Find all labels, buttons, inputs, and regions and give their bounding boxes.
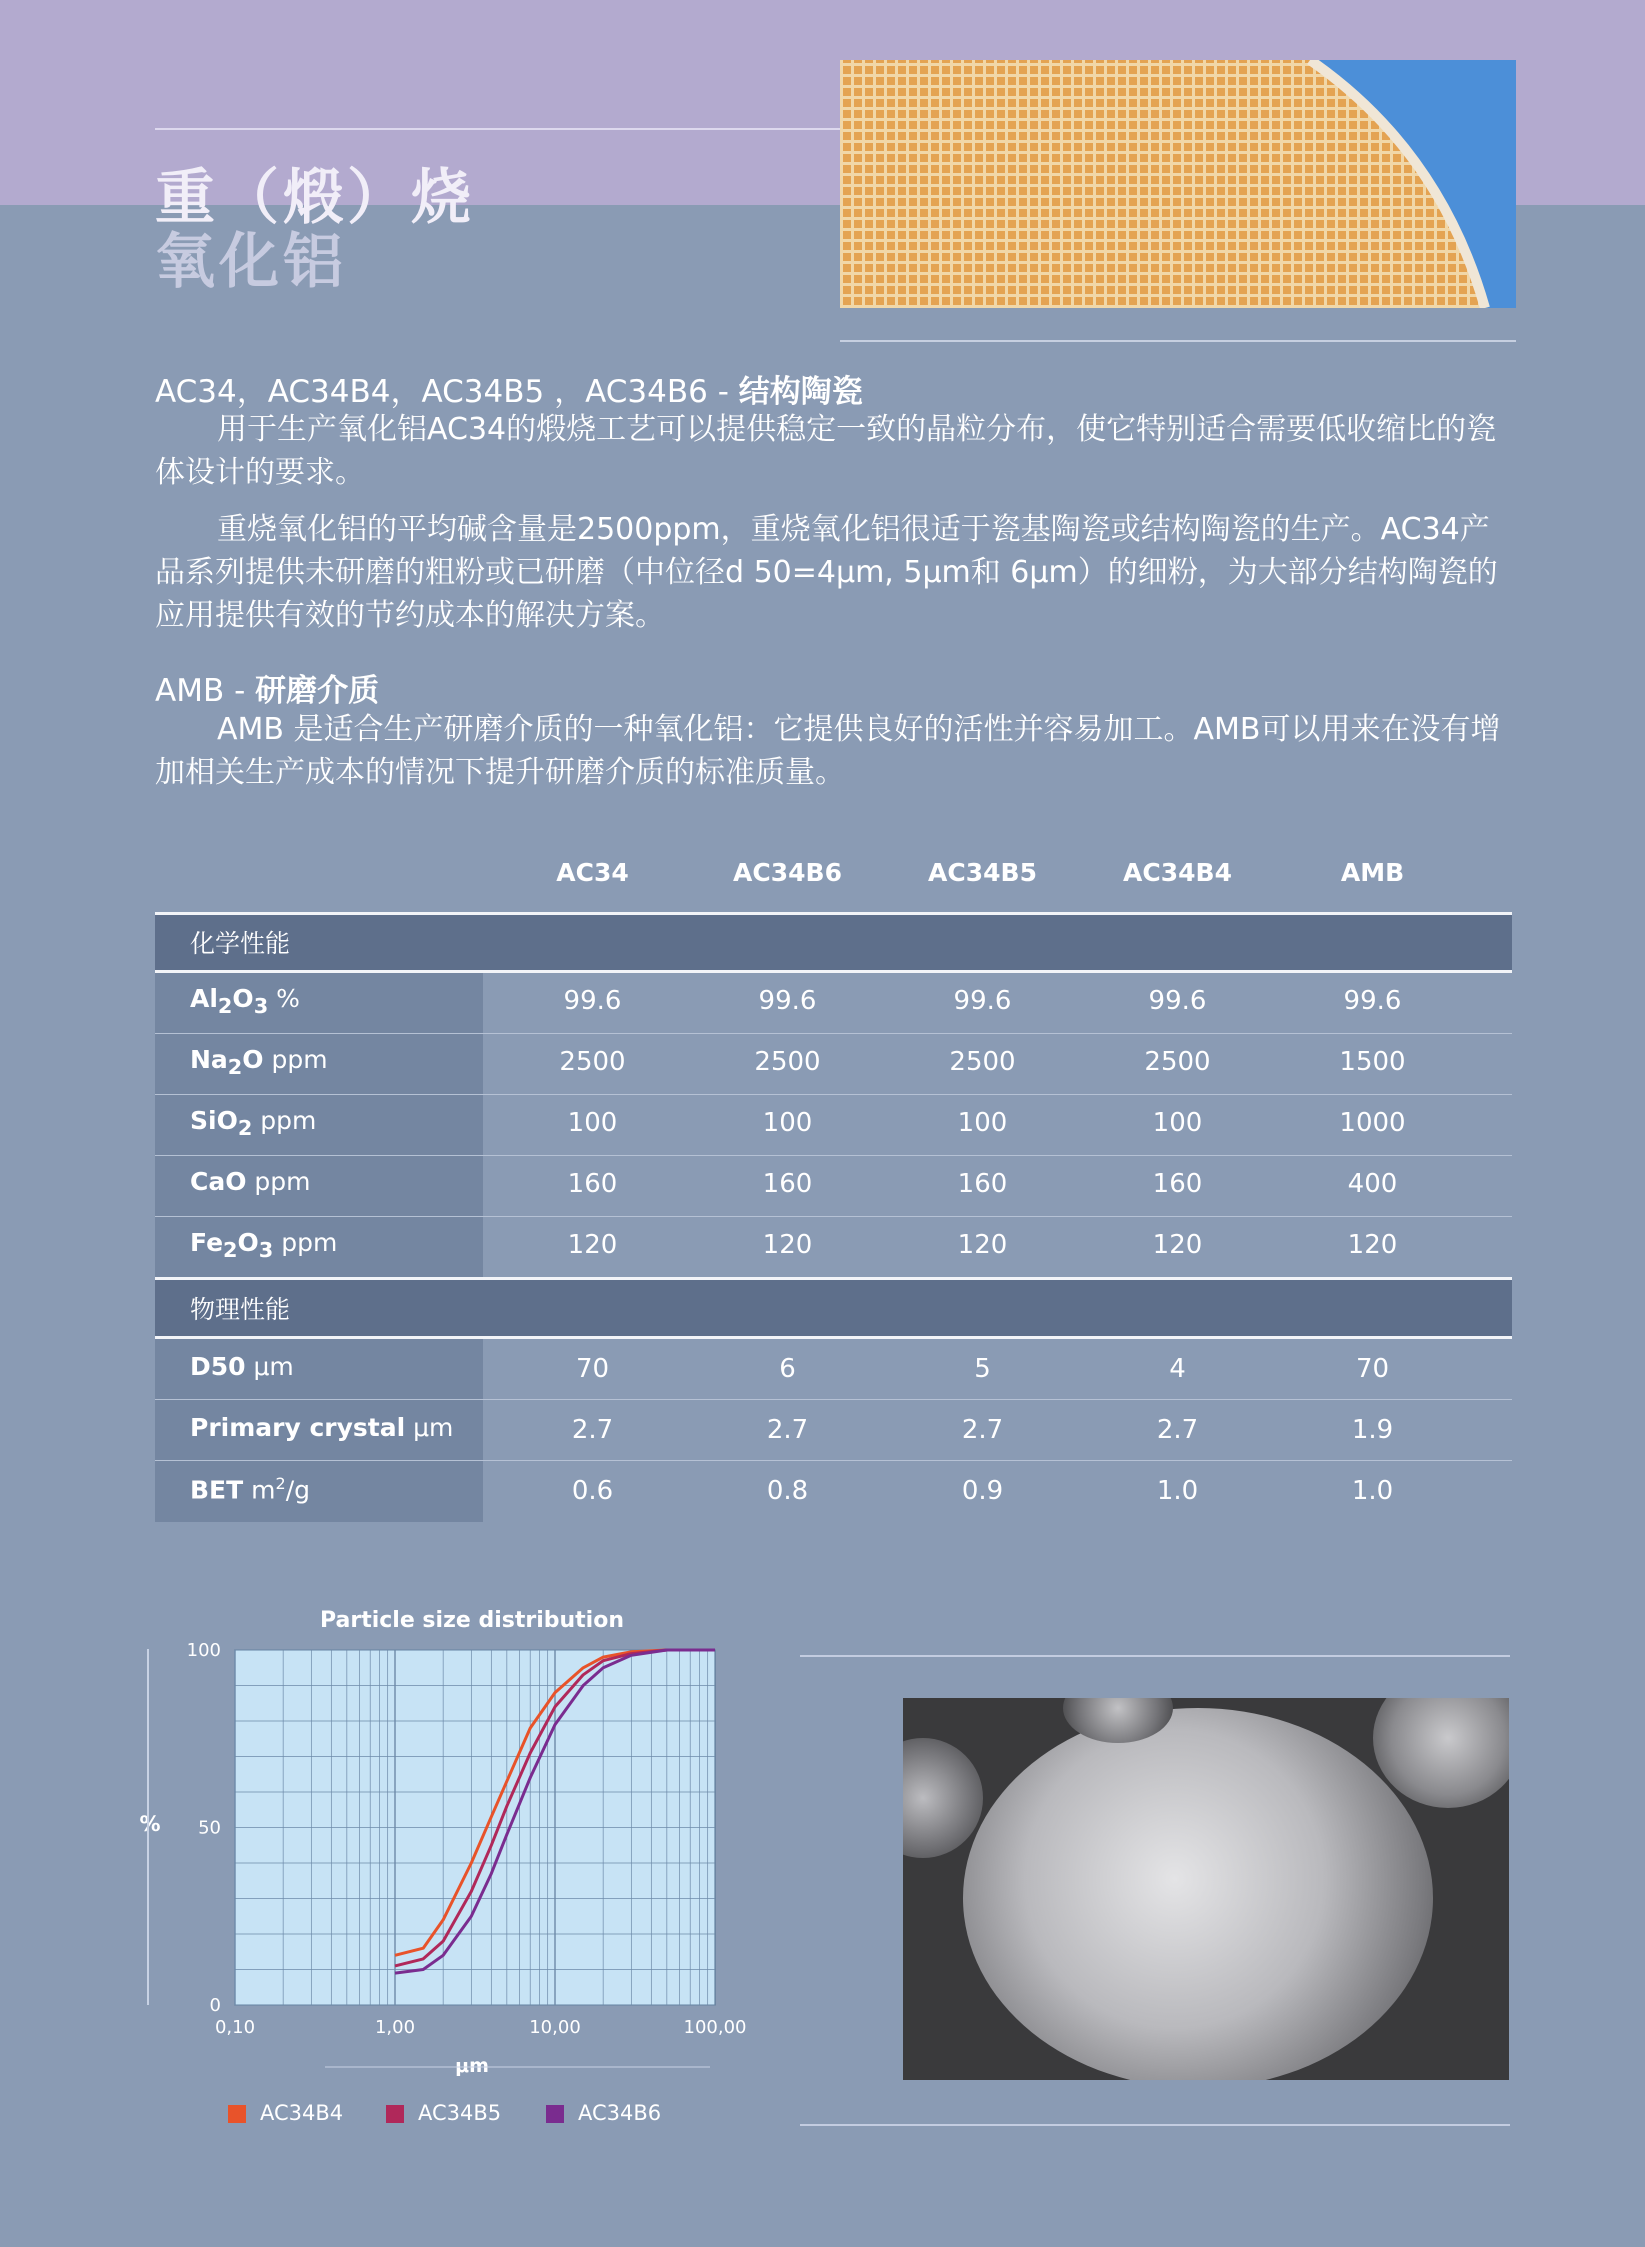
table-cell: 2.7	[766, 1415, 809, 1445]
row-divider	[155, 1460, 1512, 1461]
table-cell: 6	[779, 1354, 796, 1384]
label-unit: %	[268, 984, 300, 1013]
row-label-d50	[190, 1352, 294, 1381]
label-part: O	[242, 1045, 264, 1074]
particle-agglomerate	[963, 1708, 1433, 2080]
row-divider	[155, 1216, 1512, 1217]
sem-micrograph-image	[903, 1698, 1509, 2080]
label-part: Na	[190, 1045, 228, 1074]
x-tick-label: 0,10	[214, 2017, 256, 2038]
table-cell: 160	[1152, 1169, 1203, 1199]
label-unit: m	[243, 1475, 276, 1505]
table-cell: 99.6	[1343, 986, 1402, 1016]
row-label-bet	[190, 1474, 310, 1504]
page-title-line1: 重（煅）烧	[155, 163, 475, 233]
legend-swatch	[386, 2105, 404, 2123]
x-axis-label: μm	[455, 2055, 489, 2077]
table-cell: 1.0	[1156, 1476, 1199, 1506]
table-cell: 0.8	[766, 1476, 809, 1506]
table-cell: 5	[974, 1354, 991, 1384]
paragraph-amb	[155, 708, 1515, 794]
legend-entry	[546, 2101, 661, 2125]
label-part: Fe	[190, 1228, 224, 1257]
table-cell: 2.7	[961, 1415, 1004, 1445]
table-cell: 99.6	[1148, 986, 1207, 1016]
heading-codes: AMB -	[155, 673, 256, 709]
legend-swatch	[228, 2105, 246, 2123]
heading-tail: 研磨介质	[255, 673, 380, 709]
table-cell: 99.6	[758, 986, 817, 1016]
row-label-cao	[190, 1167, 311, 1196]
label-sub: 2	[237, 1116, 253, 1140]
section-heading-amb	[155, 665, 379, 710]
label-part: Al	[190, 984, 218, 1013]
table-cell: 100	[567, 1108, 618, 1138]
label-part: O	[237, 1228, 259, 1257]
x-tick-label: 100,00	[683, 2017, 747, 2038]
table-cell: 70	[575, 1354, 610, 1384]
table-cell: 120	[1347, 1230, 1398, 1260]
column-header: AC34B4	[1123, 858, 1232, 887]
table-cell: 160	[957, 1169, 1008, 1199]
table-cell: 120	[567, 1230, 618, 1260]
chart-title: Particle size distribution	[319, 1608, 625, 1633]
table-cell: 100	[1152, 1108, 1203, 1138]
group-label-chemical: 化学性能	[190, 929, 291, 958]
label-part: SiO	[190, 1106, 238, 1135]
table-cell: 120	[1152, 1230, 1203, 1260]
paragraph-text: 用于生产氧化铝AC34的煅烧工艺可以提供稳定一致的晶粒分布，使它特别适合需要低收缩比的瓷体设计的要求。	[155, 412, 1497, 490]
label-unit: ppm	[273, 1228, 338, 1257]
row-label-fe2o3	[190, 1228, 337, 1262]
column-header: AC34B6	[733, 858, 842, 887]
table-cell: 100	[957, 1108, 1008, 1138]
label-sub: 3	[253, 994, 269, 1018]
table-cell: 2500	[949, 1047, 1016, 1077]
group-bar-physical	[155, 1280, 1512, 1336]
row-label-primary-crystal	[190, 1413, 453, 1442]
x-tick-label: 1,00	[374, 2017, 416, 2038]
y-tick-label: 0	[209, 1995, 221, 2016]
row-divider	[155, 1033, 1512, 1034]
particle-fragment	[903, 1738, 983, 1858]
label-sup: 2	[275, 1474, 286, 1493]
row-divider	[155, 1399, 1512, 1400]
label-part: Primary crystal	[190, 1413, 406, 1442]
table-cell: 2.7	[1156, 1415, 1199, 1445]
label-unit: μm	[245, 1352, 294, 1381]
row-divider	[155, 1094, 1512, 1095]
image-divider	[840, 340, 1516, 342]
table-cell: 120	[957, 1230, 1008, 1260]
paragraph-text: 重烧氧化铝的平均碱含量是2500ppm，重烧氧化铝很适于瓷基陶瓷或结构陶瓷的生产。AC34产品系列提供未研磨的粗粉或已研磨（中位径d 50=4μm, 5μm和 6μm）的细粉，为大部分结构陶瓷的应用提供有效的节约成本的解决方案。	[155, 512, 1498, 633]
section-heading-ac34	[155, 366, 863, 411]
column-header: AC34	[556, 858, 629, 887]
legend-entry	[228, 2101, 343, 2125]
group-label-physical: 物理性能	[190, 1295, 291, 1324]
table-cell: 160	[762, 1169, 813, 1199]
column-header: AC34B5	[928, 858, 1037, 887]
label-unit: ppm	[252, 1106, 317, 1135]
image-divider	[800, 1655, 1510, 1657]
y-tick-label: 100	[186, 1640, 221, 1661]
y-tick-label: 50	[198, 1817, 221, 1839]
paragraph-ac34-2	[155, 508, 1515, 637]
table-cell: 1.0	[1351, 1476, 1394, 1506]
table-cell: 99.6	[563, 986, 622, 1016]
row-label-al2o3	[190, 984, 300, 1018]
table-cell: 2500	[1144, 1047, 1211, 1077]
label-sub: 3	[258, 1238, 274, 1262]
table-cell: 160	[567, 1169, 618, 1199]
table-cell: 0.9	[961, 1476, 1004, 1506]
heading-codes: AC34，AC34B4，AC34B5 ，AC34B6 -	[155, 374, 739, 410]
label-part: BET	[190, 1475, 244, 1505]
table-cell: 2500	[754, 1047, 821, 1077]
table-cell: 1500	[1339, 1047, 1406, 1077]
label-sub: 2	[223, 1238, 238, 1262]
label-unit: ppm	[263, 1045, 328, 1074]
honeycomb-ceramic-image	[840, 60, 1516, 308]
label-part: O	[232, 984, 254, 1013]
row-label-na2o	[190, 1045, 328, 1079]
legend-entry	[386, 2101, 501, 2125]
x-tick-label: 10,00	[529, 2017, 581, 2038]
legend-swatch	[546, 2105, 564, 2123]
group-bar-chemical	[155, 915, 1512, 971]
label-unit: /g	[285, 1475, 310, 1505]
honeycomb-edge-graphic	[840, 60, 1516, 308]
table-cell: 1000	[1339, 1108, 1406, 1138]
legend-label: AC34B5	[418, 2101, 502, 2125]
row-divider	[155, 1155, 1512, 1156]
label-unit: ppm	[246, 1167, 311, 1196]
label-part: D50	[190, 1352, 246, 1381]
paragraph-text: AMB 是适合生产研磨介质的一种氧化铝：它提供良好的活性并容易加工。AMB可以用来在没有增加相关生产成本的情况下提升研磨介质的标准质量。	[155, 712, 1501, 790]
table-cell: 100	[762, 1108, 813, 1138]
table-cell: 400	[1347, 1169, 1398, 1199]
heading-tail: 结构陶瓷	[738, 374, 863, 410]
table-cell: 120	[762, 1230, 813, 1260]
table-cell: 0.6	[571, 1476, 614, 1506]
image-divider	[800, 2124, 1510, 2126]
page-title-line2: 氧化铝	[155, 227, 347, 297]
label-sub: 2	[217, 994, 233, 1018]
table-cell: 70	[1355, 1354, 1390, 1384]
table-cell: 99.6	[953, 986, 1012, 1016]
table-cell: 4	[1169, 1354, 1186, 1384]
row-label-sio2	[190, 1106, 316, 1140]
y-axis-label: %	[139, 1812, 161, 1836]
particle-size-chart	[130, 1595, 770, 2085]
legend-label: AC34B4	[260, 2101, 344, 2125]
label-unit: μm	[405, 1413, 454, 1442]
table-cell: 1.9	[1351, 1415, 1394, 1445]
table-cell: 2500	[559, 1047, 626, 1077]
label-sub: 2	[227, 1055, 243, 1079]
label-part: CaO	[190, 1167, 247, 1196]
paragraph-ac34-1	[155, 408, 1515, 494]
column-header: AMB	[1340, 858, 1405, 887]
legend-label: AC34B6	[578, 2101, 662, 2125]
table-cell: 2.7	[571, 1415, 614, 1445]
